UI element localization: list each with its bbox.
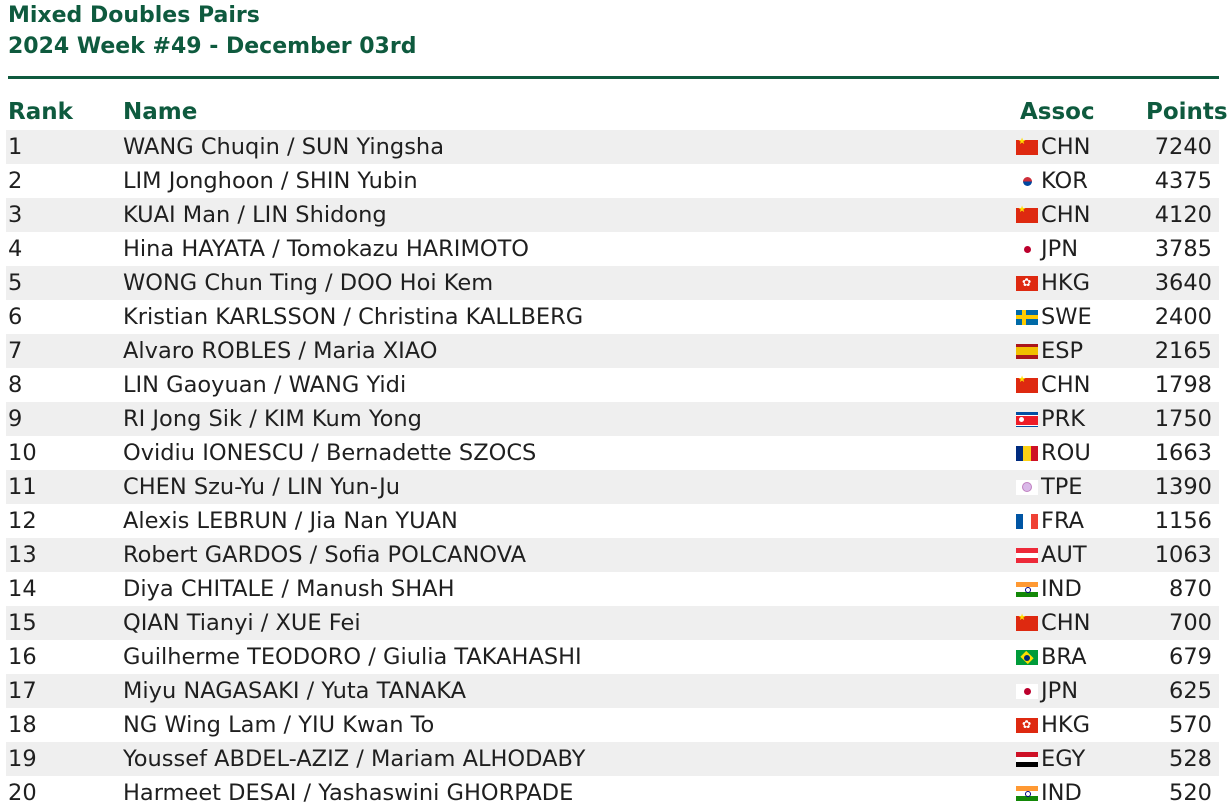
page-subtitle: 2024 Week #49 - December 03rd [8,34,417,59]
points-cell: 700 [1169,610,1212,636]
points-cell: 2400 [1154,304,1212,330]
points-cell: 3640 [1154,270,1212,296]
name-cell: RI Jong Sik / KIM Kum Yong [123,406,422,432]
india-flag-icon [1016,582,1038,597]
rank-cell: 8 [8,372,23,398]
table-row[interactable] [6,674,1219,708]
assoc-cell [1016,538,1087,572]
assoc-code: SWE [1041,304,1092,330]
points-cell: 1750 [1154,406,1212,432]
rank-cell: 10 [8,440,37,466]
egypt-flag-icon [1016,752,1038,767]
table-row[interactable] [6,130,1219,164]
points-cell: 3785 [1154,236,1212,262]
points-cell: 4375 [1154,168,1212,194]
name-cell: LIM Jonghoon / SHIN Yubin [123,168,418,194]
assoc-cell [1016,232,1078,266]
rank-cell: 1 [8,134,23,160]
table-row[interactable] [6,232,1219,266]
china-flag-icon [1016,140,1038,155]
table-row[interactable] [6,266,1219,300]
rankings-table [6,130,1219,810]
assoc-code: CHN [1041,610,1091,636]
rank-cell: 11 [8,474,37,500]
rank-cell: 19 [8,746,37,772]
points-cell: 1798 [1154,372,1212,398]
assoc-cell [1016,266,1090,300]
india-flag-icon [1016,786,1038,801]
assoc-cell [1016,402,1085,436]
name-cell: Hina HAYATA / Tomokazu HARIMOTO [123,236,530,262]
assoc-cell [1016,198,1090,232]
points-cell: 625 [1169,678,1212,704]
assoc-cell [1016,606,1090,640]
column-header-assoc[interactable]: Assoc [1020,99,1095,125]
table-row[interactable] [6,334,1219,368]
rank-cell: 5 [8,270,23,296]
assoc-code: AUT [1041,542,1087,568]
table-row[interactable] [6,402,1219,436]
table-row[interactable] [6,776,1219,810]
name-cell: Harmeet DESAI / Yashaswini GHORPADE [123,780,574,806]
rank-cell: 7 [8,338,23,364]
assoc-code: PRK [1041,406,1085,432]
assoc-cell [1016,368,1090,402]
name-cell: Diya CHITALE / Manush SHAH [123,576,455,602]
assoc-code: BRA [1041,644,1087,670]
name-cell: Youssef ABDEL-AZIZ / Mariam ALHODABY [123,746,586,772]
assoc-code: ROU [1041,440,1091,466]
assoc-cell [1016,504,1084,538]
points-cell: 7240 [1154,134,1212,160]
japan-flag-icon [1016,242,1038,257]
assoc-code: TPE [1041,474,1083,500]
chinese-taipei-flag-icon [1016,480,1038,495]
assoc-code: HKG [1041,712,1091,738]
rank-cell: 6 [8,304,23,330]
name-cell: CHEN Szu-Yu / LIN Yun-Ju [123,474,401,500]
assoc-cell [1016,436,1091,470]
rank-cell: 16 [8,644,37,670]
name-cell: QIAN Tianyi / XUE Fei [123,610,361,636]
header-divider [8,76,1219,79]
name-cell: Ovidiu IONESCU / Bernadette SZOCS [123,440,537,466]
france-flag-icon [1016,514,1038,529]
table-row[interactable] [6,640,1219,674]
assoc-code: HKG [1041,270,1091,296]
assoc-cell [1016,130,1090,164]
rank-cell: 4 [8,236,23,262]
assoc-code: ESP [1041,338,1084,364]
assoc-cell [1016,164,1088,198]
name-cell: WANG Chuqin / SUN Yingsha [123,134,444,160]
assoc-cell [1016,334,1083,368]
assoc-code: CHN [1041,134,1091,160]
name-cell: Miyu NAGASAKI / Yuta TANAKA [123,678,466,704]
assoc-cell [1016,640,1087,674]
rank-cell: 18 [8,712,37,738]
table-row[interactable] [6,742,1219,776]
name-cell: Guilherme TEODORO / Giulia TAKAHASHI [123,644,582,670]
table-row[interactable] [6,300,1219,334]
assoc-code: JPN [1041,236,1079,262]
table-row[interactable] [6,606,1219,640]
rank-cell: 15 [8,610,37,636]
column-header-rank[interactable]: Rank [8,99,73,125]
assoc-cell [1016,300,1092,334]
assoc-code: IND [1041,780,1082,806]
korea-flag-icon [1016,174,1038,189]
points-cell: 679 [1169,644,1212,670]
title-block [8,0,416,62]
assoc-cell [1016,572,1082,606]
points-cell: 520 [1169,780,1212,806]
name-cell: NG Wing Lam / YIU Kwan To [123,712,435,738]
points-cell: 570 [1169,712,1212,738]
points-cell: 1390 [1154,474,1212,500]
assoc-code: IND [1041,576,1082,602]
assoc-code: CHN [1041,372,1091,398]
assoc-cell [1016,776,1082,810]
assoc-cell [1016,674,1078,708]
rank-cell: 13 [8,542,37,568]
assoc-cell [1016,708,1090,742]
table-row[interactable] [6,572,1219,606]
table-row[interactable] [6,538,1219,572]
assoc-code: KOR [1041,168,1088,194]
table-row[interactable] [6,198,1219,232]
table-row[interactable] [6,708,1219,742]
china-flag-icon [1016,208,1038,223]
romania-flag-icon [1016,446,1038,461]
hong-kong-flag-icon [1016,718,1038,733]
points-cell: 1063 [1154,542,1212,568]
name-cell: Kristian KARLSSON / Christina KALLBERG [123,304,584,330]
table-row[interactable] [6,470,1219,504]
rank-cell: 9 [8,406,23,432]
table-row[interactable] [6,164,1219,198]
page-title: Mixed Doubles Pairs [8,3,260,28]
column-header-name[interactable]: Name [123,99,198,125]
table-row[interactable] [6,504,1219,538]
name-cell: Alvaro ROBLES / Maria XIAO [123,338,438,364]
points-cell: 870 [1169,576,1212,602]
table-row[interactable] [6,368,1219,402]
china-flag-icon [1016,616,1038,631]
column-header-points[interactable]: Points [1146,99,1228,125]
name-cell: Robert GARDOS / Sofia POLCANOVA [123,542,526,568]
rank-cell: 14 [8,576,37,602]
name-cell: WONG Chun Ting / DOO Hoi Kem [123,270,494,296]
points-cell: 1156 [1154,508,1212,534]
japan-flag-icon [1016,684,1038,699]
assoc-cell [1016,470,1083,504]
name-cell: LIN Gaoyuan / WANG Yidi [123,372,407,398]
name-cell: Alexis LEBRUN / Jia Nan YUAN [123,508,458,534]
assoc-code: CHN [1041,202,1091,228]
name-cell: KUAI Man / LIN Shidong [123,202,387,228]
assoc-cell [1016,742,1085,776]
rank-cell: 3 [8,202,23,228]
points-cell: 528 [1169,746,1212,772]
assoc-code: EGY [1041,746,1086,772]
spain-flag-icon [1016,344,1038,359]
rank-cell: 17 [8,678,37,704]
assoc-code: JPN [1041,678,1079,704]
austria-flag-icon [1016,548,1038,563]
assoc-code: FRA [1041,508,1085,534]
rank-cell: 2 [8,168,23,194]
rank-cell: 20 [8,780,37,806]
table-row[interactable] [6,436,1219,470]
hong-kong-flag-icon [1016,276,1038,291]
sweden-flag-icon [1016,310,1038,325]
china-flag-icon [1016,378,1038,393]
points-cell: 2165 [1154,338,1212,364]
rank-cell: 12 [8,508,37,534]
north-korea-flag-icon [1016,412,1038,427]
points-cell: 4120 [1154,202,1212,228]
points-cell: 1663 [1154,440,1212,466]
brazil-flag-icon [1016,650,1038,665]
